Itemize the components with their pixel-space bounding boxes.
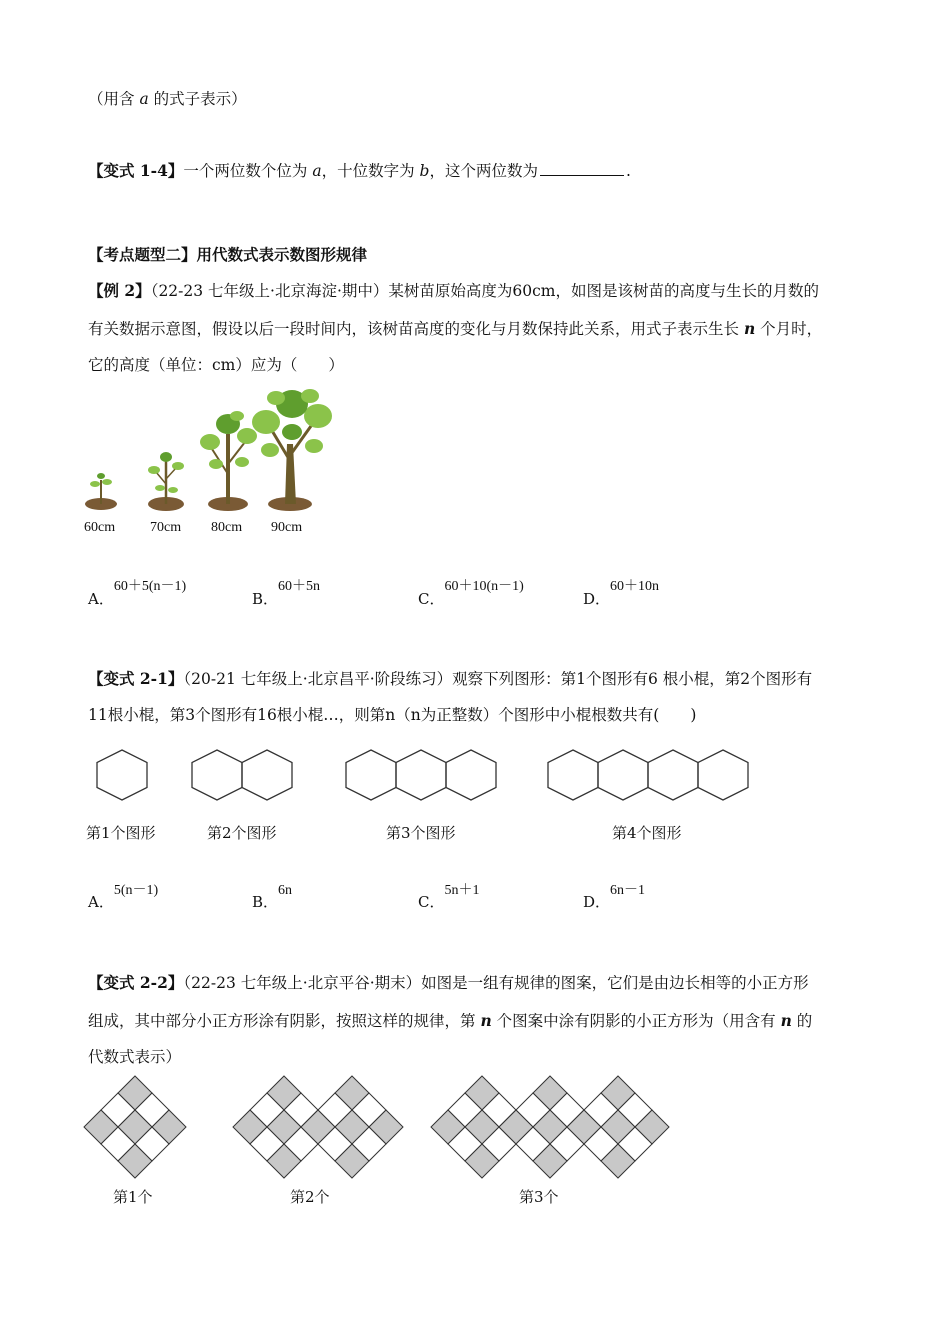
example2-line1-text: （22-23 七年级上·北京海淀·期中）某树苗原始高度为60cm，如图是该树苗的高度与生长的月数的 [150, 282, 820, 300]
option-letter: B． [252, 893, 279, 911]
pattern-label-1: 第1个 [113, 1188, 153, 1206]
option-expr: 5n＋1 [444, 883, 480, 898]
example2-option-d[interactable] [583, 574, 660, 608]
example2-option-a[interactable] [88, 574, 187, 608]
tree-label-4: 90cm [271, 520, 303, 535]
variant-2-1-line1-text: （20-21 七年级上·北京昌平·阶段练习）观察下列图形：第1个图形有6 根小棍，第2个图形有 [183, 670, 813, 688]
intro-line [88, 88, 247, 110]
pattern-label-2: 第2个 [290, 1188, 330, 1206]
variant-1-4-tag: 【变式 1-4】 [88, 161, 184, 180]
section2-heading: 【考点题型二】用代数式表示数图形规律 [88, 245, 368, 264]
tree-label-3: 80cm [211, 520, 243, 535]
example2-option-c[interactable] [418, 574, 524, 608]
option-letter: C． [418, 893, 445, 911]
example2-line2b: 个月时， [755, 320, 823, 338]
tree-4 [252, 389, 332, 511]
intro-text-open: （用含 [88, 90, 140, 108]
hex-figure-4 [548, 750, 748, 800]
pattern-label-3: 第3个 [519, 1188, 559, 1206]
variant-2-2-line1-text: （22-23 七年级上·北京平谷·期末）如图是一组有规律的图案，它们是由边长相等的小正方形 [183, 974, 809, 992]
variant-1-4-var-a: a [312, 162, 322, 180]
option-expr: 6n－1 [610, 883, 646, 898]
option-expr: 5(n－1) [113, 883, 159, 898]
option-letter: A． [88, 590, 114, 608]
option-expr: 60＋10(n－1) [444, 579, 524, 594]
variant-1-4 [88, 160, 631, 182]
pattern-2-block-2 [301, 1076, 403, 1178]
hex-label-4: 第4个图形 [612, 824, 682, 842]
answer-blank[interactable] [540, 161, 624, 176]
variant-1-4-var-b: b [419, 162, 430, 180]
variant-2-2-line2-var2: n [780, 1011, 792, 1030]
variant-2-2-line2c: 的 [791, 1012, 813, 1030]
variant-2-2-line1 [88, 972, 809, 994]
hex-figure-2 [192, 750, 292, 800]
variant-2-1-option-b[interactable] [252, 878, 293, 911]
hex-label-2: 第2个图形 [207, 824, 277, 842]
variant-2-1-option-a[interactable] [88, 878, 159, 911]
variant-2-1-line1 [88, 668, 812, 690]
variant-2-1-option-d[interactable] [583, 878, 646, 911]
variant-2-2-tag: 【变式 2-2】 [88, 973, 184, 992]
variant-2-2-line2-var: n [480, 1011, 492, 1030]
tree-growth-figure [80, 384, 350, 519]
hex-label-1: 第1个图形 [86, 824, 156, 842]
variant-2-2-line2b: 个图案中涂有阴影的小正方形为（用含有 [491, 1012, 781, 1030]
variant-2-1-option-c[interactable] [418, 878, 480, 911]
option-expr: 6n [278, 883, 293, 898]
variant-1-4-text2: ，十位数字为 [321, 162, 420, 180]
option-expr: 60＋5n [278, 579, 321, 594]
example2-line2-var: n [743, 319, 756, 338]
example2-option-b[interactable] [252, 574, 321, 608]
intro-var: a [139, 90, 149, 108]
example2-tag: 【例 2】 [88, 281, 151, 300]
variant-2-2-line2 [88, 1010, 812, 1032]
pattern-3-block-3 [567, 1076, 669, 1178]
example2-line2 [88, 318, 822, 340]
option-letter: C． [418, 590, 445, 608]
tree-1 [85, 473, 117, 510]
variant-2-1-tag: 【变式 2-1】 [88, 669, 184, 688]
variant-1-4-end: . [625, 162, 631, 180]
example2-line1 [88, 280, 819, 302]
hex-figure-3 [346, 750, 496, 800]
hex-figure-1 [97, 750, 147, 800]
example2-line3: 它的高度（单位：cm）应为（ ） [88, 356, 344, 374]
option-expr: 60＋5(n－1) [113, 579, 187, 594]
intro-text-close: 的式子表示） [148, 90, 247, 108]
tree-label-1: 60cm [84, 520, 116, 535]
hexagon-figures [0, 740, 800, 810]
tree-2 [148, 452, 184, 511]
variant-1-4-text3: ，这个两位数为 [429, 162, 538, 180]
option-letter: D． [583, 590, 611, 608]
option-letter: A． [88, 893, 114, 911]
variant-1-4-text1: 一个两位数个位为 [183, 162, 313, 180]
variant-2-1-line2: 11根小棍，第3个图形有16根小棍…，则第n（n为正整数）个图形中小棍根数共有( ) [88, 706, 697, 724]
tree-3 [200, 411, 257, 511]
example2-line2a: 有关数据示意图，假设以后一段时间内，该树苗高度的变化与月数保持此关系，用式子表示生长 [88, 320, 744, 338]
option-letter: D． [583, 893, 611, 911]
tree-label-2: 70cm [150, 520, 182, 535]
variant-2-2-line3: 代数式表示） [88, 1048, 182, 1066]
option-expr: 60＋10n [610, 579, 660, 594]
option-letter: B． [252, 590, 279, 608]
pattern-1-block-1 [84, 1076, 186, 1178]
square-patterns [0, 1074, 700, 1184]
variant-2-2-line2a: 组成，其中部分小正方形涂有阴影，按照这样的规律，第 [88, 1012, 481, 1030]
hex-label-3: 第3个图形 [386, 824, 456, 842]
